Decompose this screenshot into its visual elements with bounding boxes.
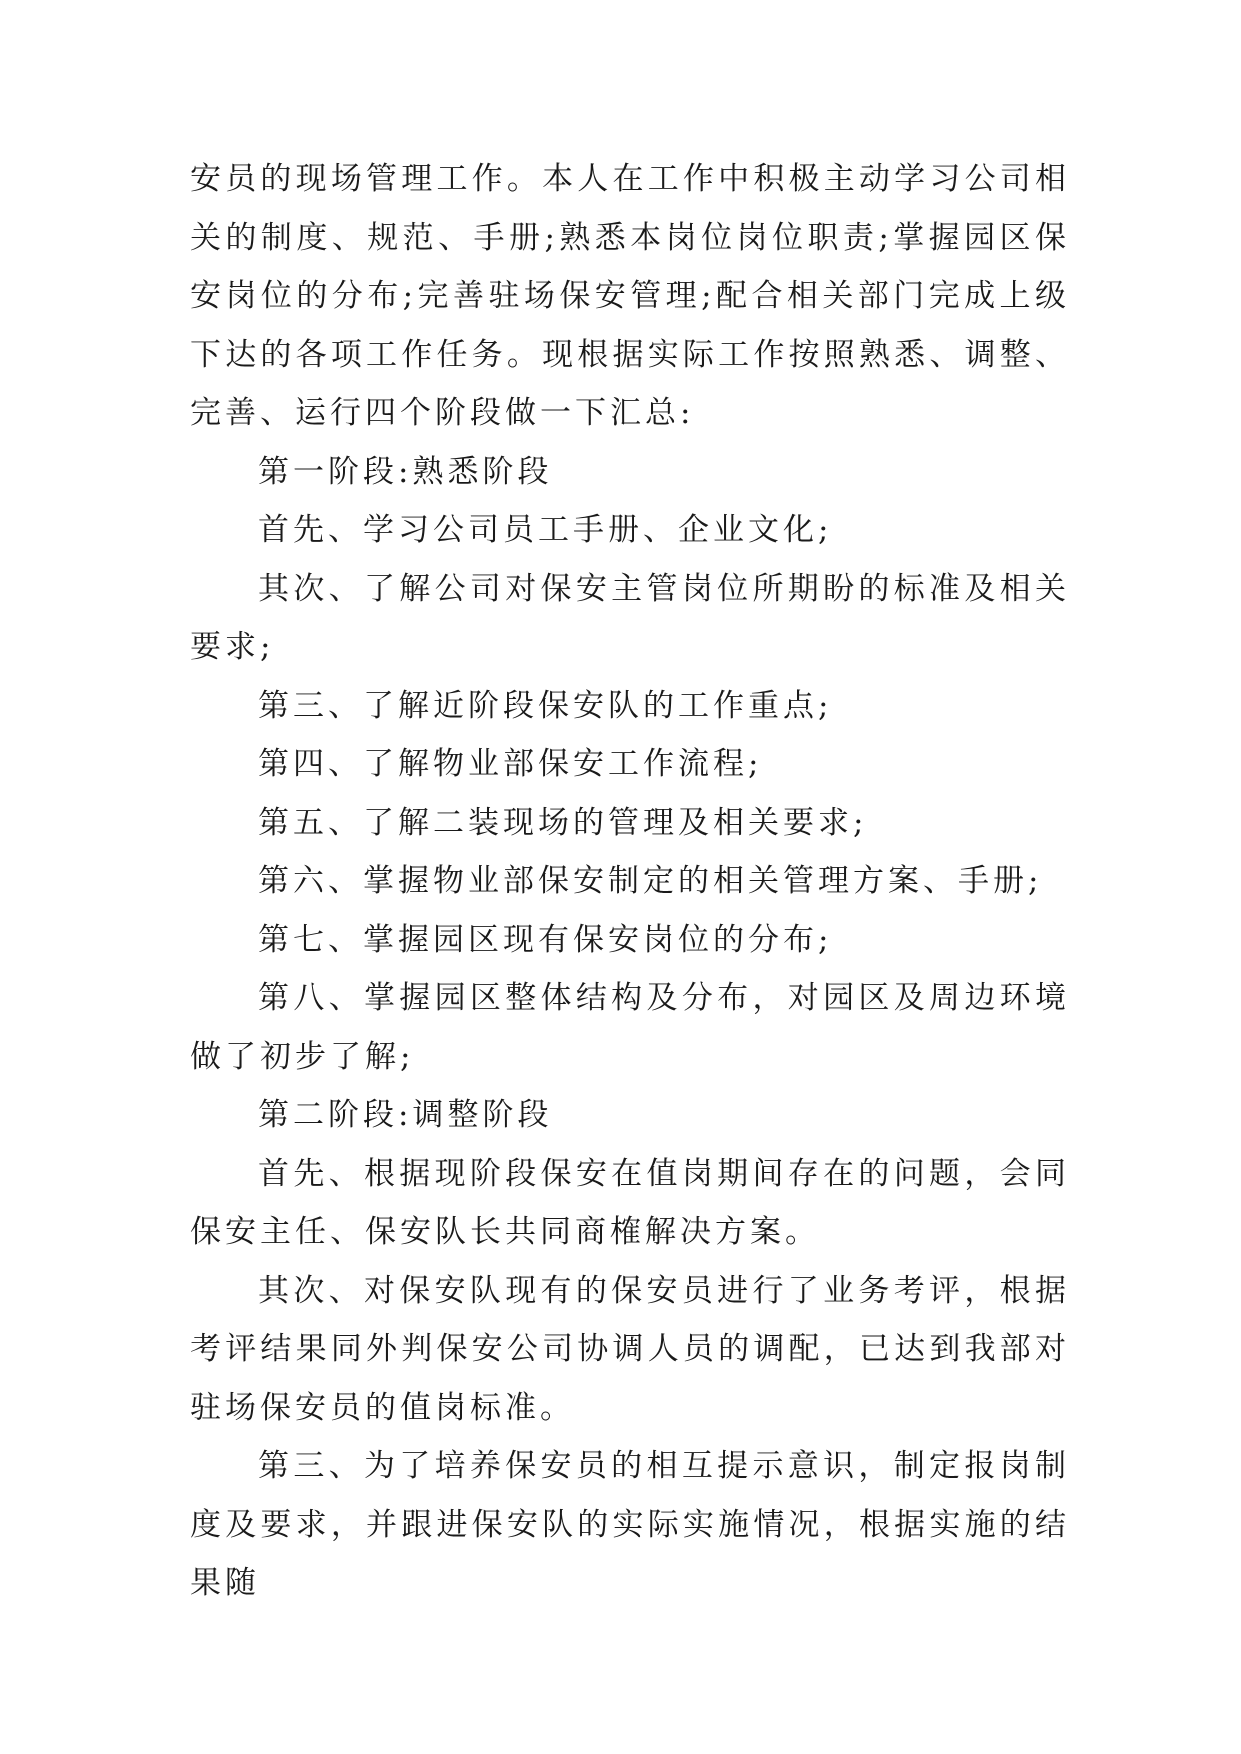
paragraph-stage-one-item-3: 第三、了解近阶段保安队的工作重点; (258, 687, 833, 724)
paragraph-stage-one-item-7: 第七、掌握园区现有保安岗位的分布; (258, 921, 833, 958)
paragraph-stage-two-item-2: 其次、对保安队现有的保安员进行了业务考评，根据考评结果同外判保安公司协调人员的调配，已达到我部对驻场保安员的值岗标准。 (190, 1272, 1070, 1426)
paragraph-intro: 安员的现场管理工作。本人在工作中积极主动学习公司相关的制度、规范、手册;熟悉本岗位岗位职责;掌握园区保安岗位的分布;完善驻场保安管理;配合相关部门完成上级下达的各项工作任务。现根据实际工作按照熟悉、调整、完善、运行四个阶段做一下汇总: (190, 161, 1070, 431)
paragraph-stage-one-item-5: 第五、了解二装现场的管理及相关要求; (258, 804, 868, 841)
paragraph-stage-one-item-4: 第四、了解物业部保安工作流程; (258, 746, 763, 782)
paragraph-stage-one-item-1: 首先、学习公司员工手册、企业文化; (258, 512, 833, 548)
paragraph-stage-one-item-8: 第八、掌握园区整体结构及分布，对园区及周边环境做了初步了解; (190, 980, 1070, 1075)
paragraph-stage-one-item-6: 第六、掌握物业部保安制定的相关管理方案、手册; (258, 863, 1043, 899)
paragraph-stage-one-heading: 第一阶段:熟悉阶段 (258, 453, 553, 490)
paragraph-stage-one-item-2: 其次、了解公司对保安主管岗位所期盼的标准及相关要求; (190, 570, 1070, 665)
paragraph-stage-two-heading: 第二阶段:调整阶段 (258, 1097, 553, 1133)
paragraph-stage-two-item-3: 第三、为了培养保安员的相互提示意识，制定报岗制度及要求，并跟进保安队的实际实施情况，根据实施的结果随 (190, 1448, 1070, 1601)
paragraph-stage-two-item-1: 首先、根据现阶段保安在值岗期间存在的问题，会同保安主任、保安队长共同商榷解决方案。 (190, 1155, 1070, 1250)
document-body (190, 150, 1070, 1613)
